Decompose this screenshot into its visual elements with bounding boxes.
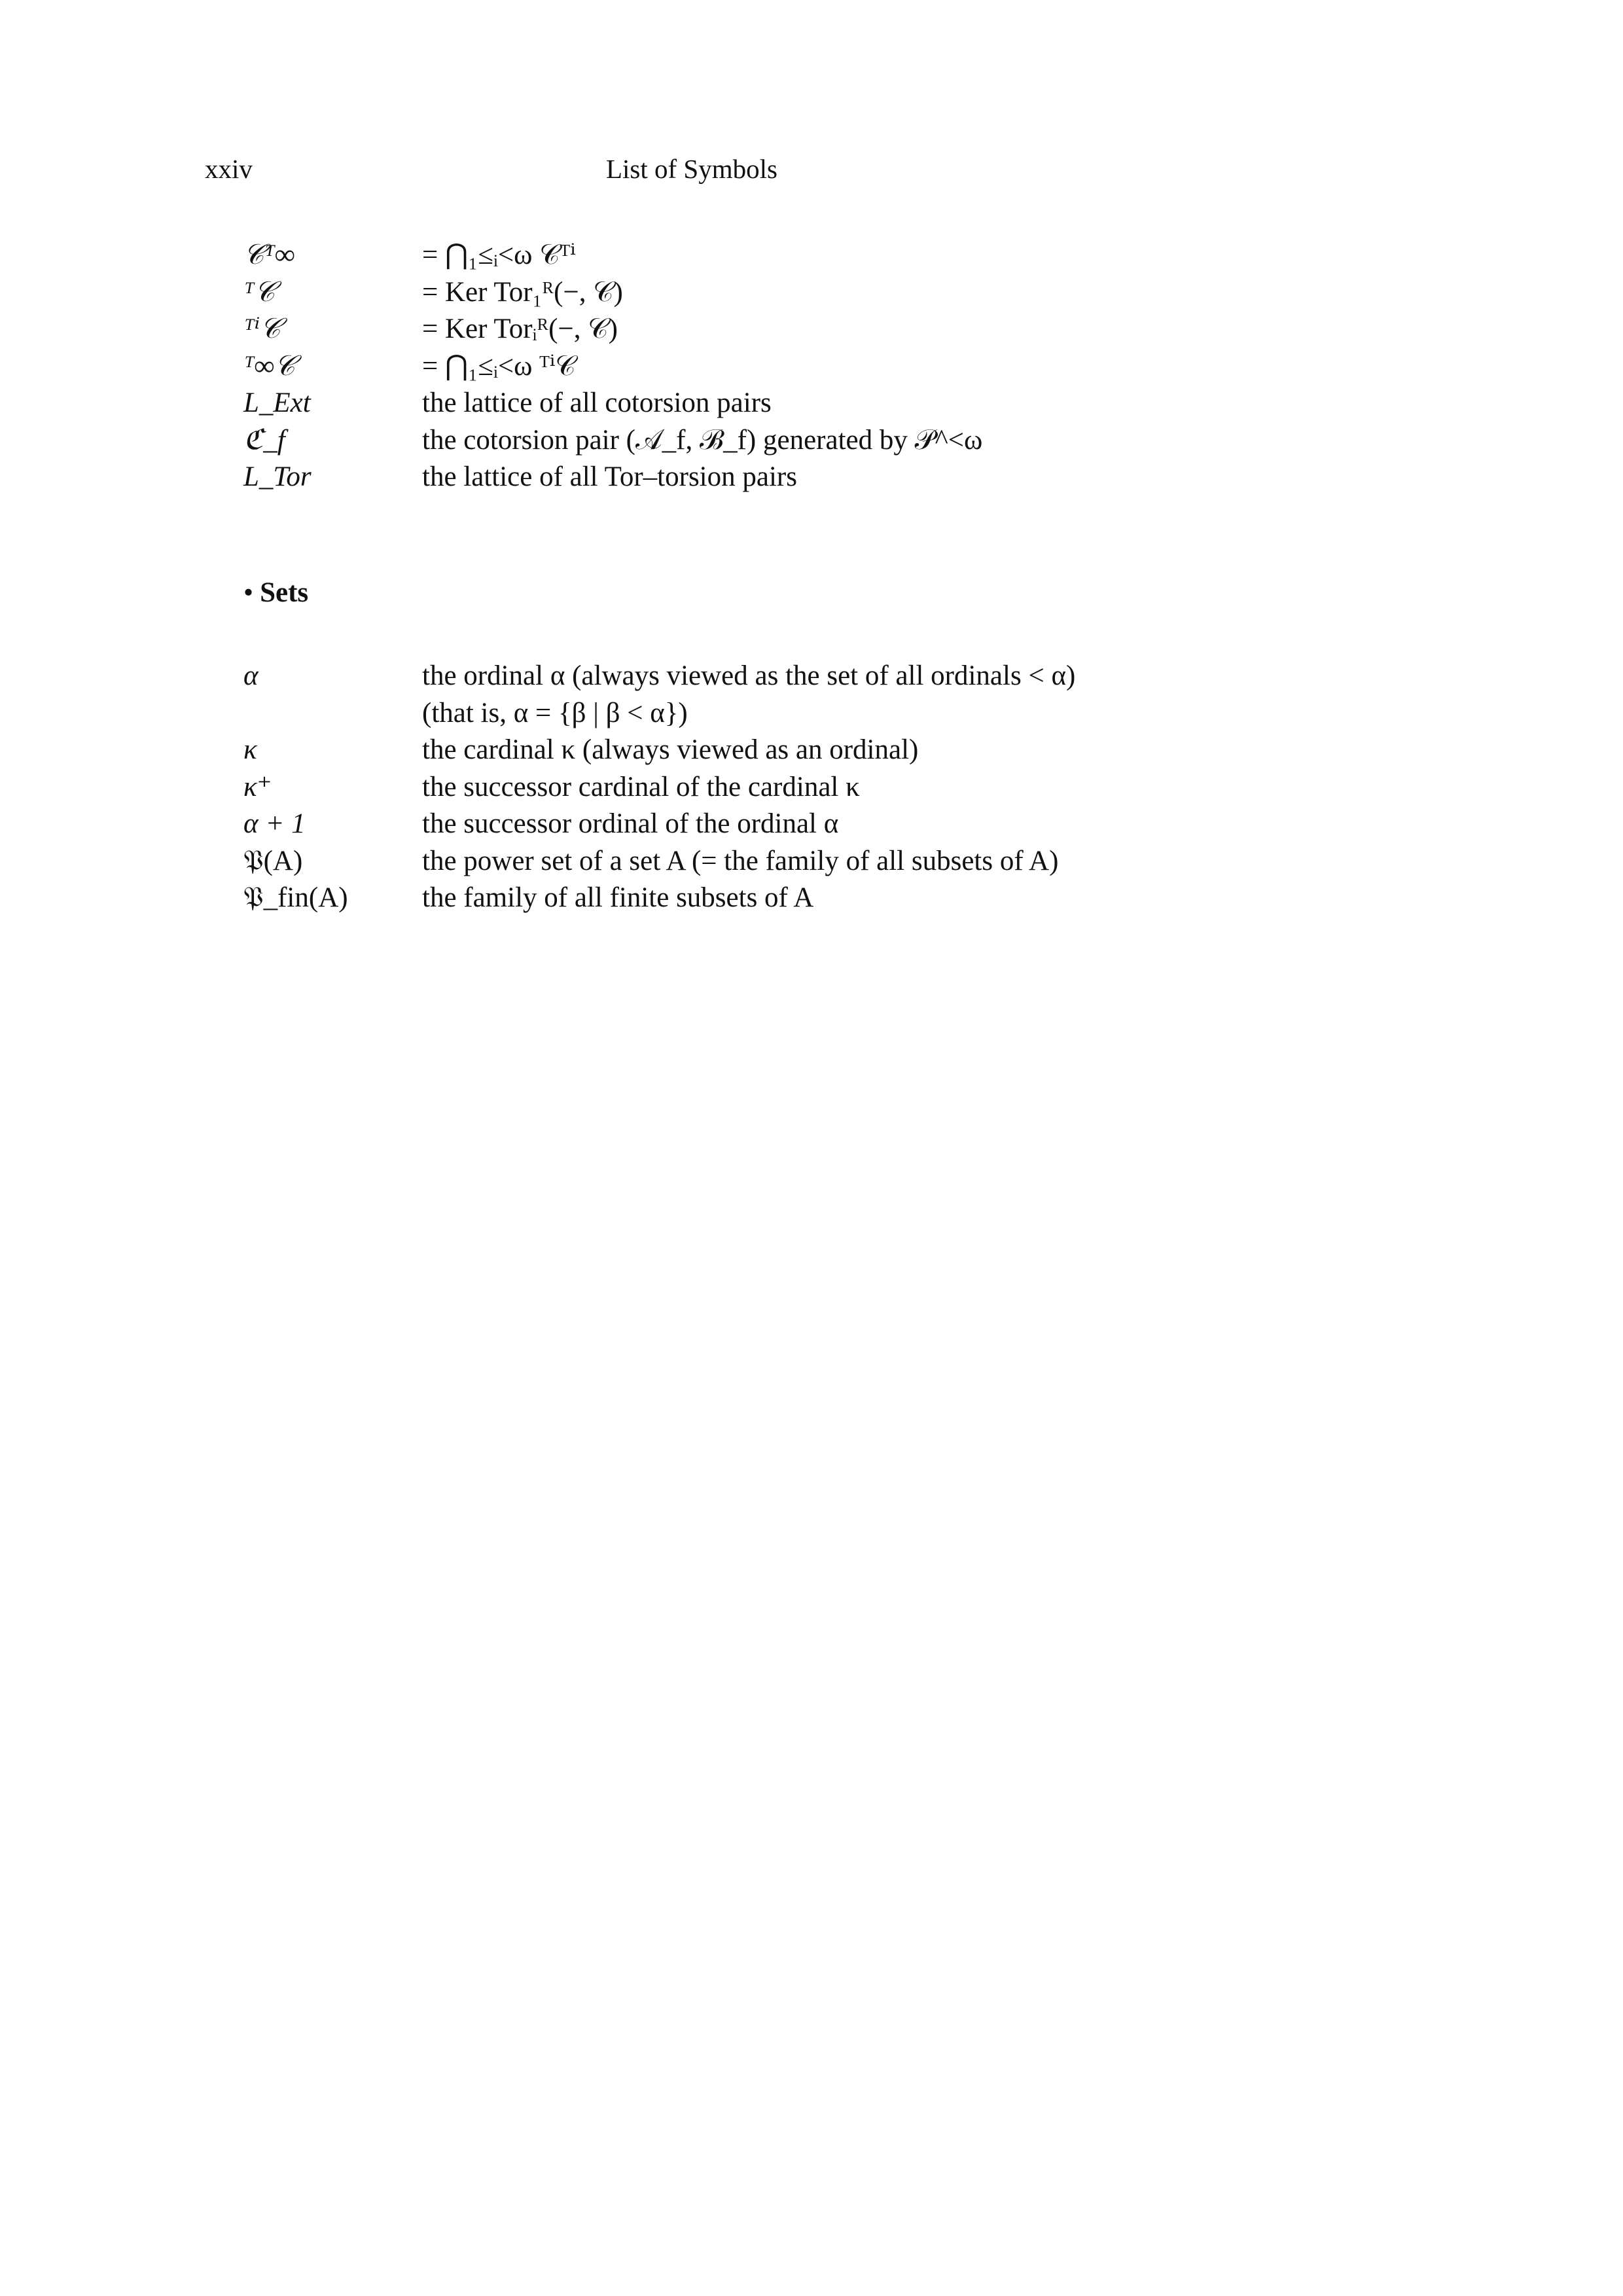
definition: = Ker Torᵢᴿ(−, 𝒞)	[422, 314, 618, 344]
definition: the cotorsion pair (𝒜_f, ℬ_f) generated by 𝒫^<ω	[422, 424, 983, 456]
symbol: 𝒞ᵀ∞	[243, 240, 295, 270]
symbol-entry	[243, 422, 1487, 459]
symbol-entry	[243, 769, 1487, 806]
symbol: ᵀⁱ𝒞	[243, 314, 281, 344]
definition: the cardinal κ (always viewed as an ordinal)	[422, 734, 919, 765]
definition: = ⋂₁≤ᵢ<ω 𝒞ᵀⁱ	[422, 240, 576, 270]
symbol-entry	[243, 843, 1487, 880]
definition: the lattice of all Tor–torsion pairs	[422, 461, 797, 492]
definition: = ⋂₁≤ᵢ<ω ᵀⁱ𝒞	[422, 350, 576, 382]
symbol-entry	[243, 274, 1487, 312]
symbol: α	[243, 660, 259, 691]
symbol-entry	[243, 348, 1487, 386]
section-heading-sets	[243, 575, 308, 611]
symbol: L_Ext	[243, 387, 311, 418]
symbol: ᵀ𝒞	[243, 276, 275, 308]
symbol: κ	[243, 734, 257, 765]
symbol: ℭ_f	[243, 424, 285, 456]
symbol: 𝔓(A)	[243, 845, 303, 876]
definition: the successor cardinal of the cardinal κ	[422, 771, 860, 802]
symbol-entry	[243, 385, 1487, 422]
section-heading-label: Sets	[260, 577, 309, 608]
definition-continuation: (that is, α = {β | β < α})	[422, 697, 688, 728]
running-head: List of Symbols	[606, 154, 777, 184]
definition	[422, 658, 1075, 732]
symbol-list-top	[243, 237, 1487, 496]
definition: = Ker Tor₁ᴿ(−, 𝒞)	[422, 276, 623, 308]
symbol-entry	[243, 459, 1487, 496]
symbol: L_Tor	[243, 461, 312, 492]
definition: the lattice of all cotorsion pairs	[422, 387, 772, 418]
symbol: ᵀ∞𝒞	[243, 350, 295, 382]
symbol: 𝔓_fin(A)	[243, 882, 348, 913]
symbol-list-sets	[243, 658, 1487, 917]
page-number: xxiv	[205, 154, 253, 184]
definition: the family of all finite subsets of A	[422, 882, 814, 913]
symbol-entry	[243, 237, 1487, 274]
symbol-entry	[243, 880, 1487, 917]
definition: the power set of a set A (= the family of all subsets of A)	[422, 845, 1059, 876]
definition-line: the ordinal α (always viewed as the set of all ordinals < α)	[422, 660, 1076, 691]
definition: the successor ordinal of the ordinal α	[422, 808, 839, 839]
symbol: α + 1	[243, 808, 306, 839]
symbol-entry	[243, 658, 1487, 732]
symbol-entry	[243, 732, 1487, 769]
symbol-entry	[243, 806, 1487, 843]
symbol: κ⁺	[243, 771, 272, 802]
bullet-icon: •	[243, 577, 254, 608]
symbol-entry	[243, 311, 1487, 348]
